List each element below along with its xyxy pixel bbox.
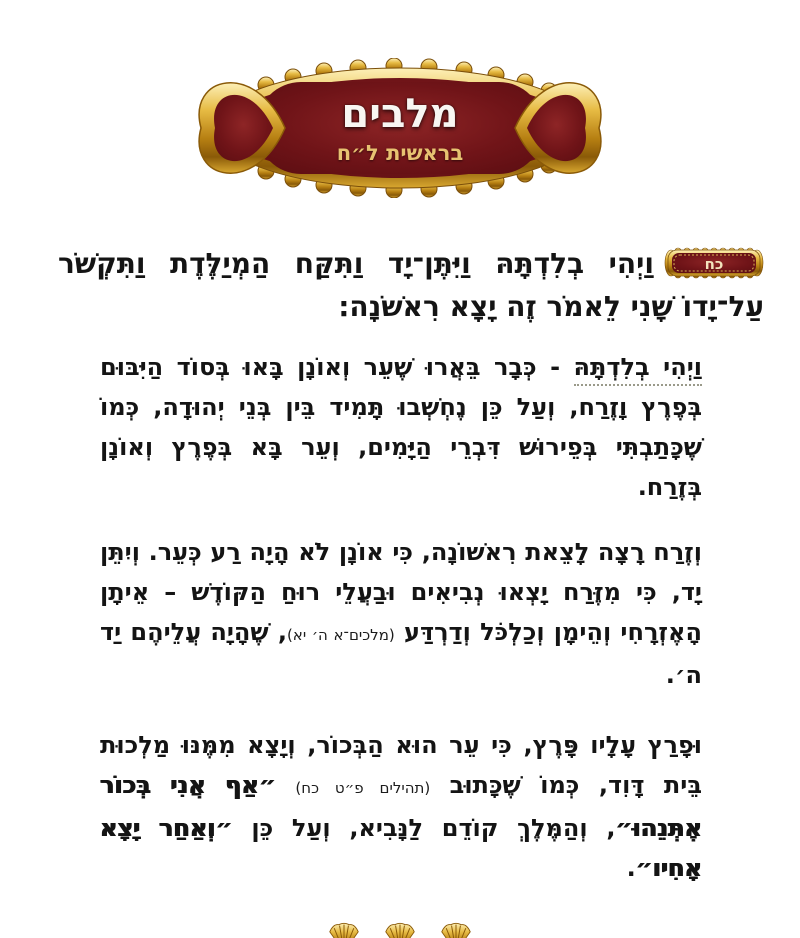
banner-cartouche-graphic: [185, 58, 615, 198]
commentary-text: , שֶׁהָיָה עֲלֵיהֶם יַד ה׳.: [100, 617, 702, 689]
page-title: מלבים: [341, 91, 459, 137]
verse-paragraph: [58, 242, 764, 329]
verse-text: וַיְהִי בְלִדְתָּהּ וַיִּתֶּן־יָד וַתִּקַּח הַמְיַלֶּדֶת וַתִּקְשֹׁר עַל־יָדוֹ שָׁנִי לֵאמֹר זֶה יָצָא רִאשֹׁנָה:: [58, 247, 764, 324]
commentary-text: וְזֶרַח רָצָה לָצֵאת רִאשׁוֹנָה, כִּי אוֹנָן לֹא הָיָה רַע כְּעֵר. וְיִתֵּן יָד, כִּי מִזֶּרַח יָצְאוּ נְבִיאִים וּבַעֲלֵי רוּחַ הַקּוֹדֶשׁ – אֵיתָן הָאֶזְרָחִי וְהֵימָן וְכַלְכֹּל וְדַרְדַּע: [100, 537, 702, 646]
content: [0, 242, 800, 938]
scripture-quote: ״וְאַחַר יָצָא אָחִיו״: [100, 813, 702, 882]
commentary-paragraph-3: [100, 725, 702, 888]
shell-icon: [380, 922, 420, 938]
commentary-text: וּפָרַץ עָלָיו פָּרֶץ, כִּי עֵר הוּא הַבְּכוֹר, וְיָצָא מִמֶּנּוּ מַלְכוּת בֵּית דָּוִד, כְּמוֹ שֶׁכָּתוּב: [100, 730, 702, 799]
commentary-text: - כְּבָר בֵּאֲרוּ שֶׁעֵר וְאוֹנָן בָּאוּ בְּסוֹד הַיִּבּוּם בְּפֶרֶץ וָזֶרַח, וְעַל כֵּן נֶחְשְׁבוּ תָּמִיד בֵּין בְּנֵי יְהוּדָה, כְּמוֹ שֶׁכָּתַבְתִּי בְּפֵירוּשׁ דִּבְרֵי הַיָּמִים, וְעֵר בָּא בְּפֶרֶץ וְאוֹנָן בְּזֶרַח.: [100, 352, 702, 501]
commentary-text: , וְהַמֶּלֶךְ קוֹדֵם לַנָּבִיא, וְעַל כֵּן: [232, 813, 616, 842]
shell-icon: [436, 922, 476, 938]
verse-number: כח: [704, 255, 724, 273]
commentary-paragraph-1: [100, 347, 702, 507]
page-subtitle: בראשית ל״ח: [336, 141, 464, 165]
commentary-section: [100, 347, 702, 888]
footer-ornaments: [0, 922, 800, 938]
commentary-text: .: [626, 853, 636, 882]
dibur-hamatchil: וַיְהִי בְלִדְתָּהּ: [574, 353, 702, 386]
shell-icon: [324, 922, 364, 938]
banner: [185, 58, 615, 198]
source-citation: (תהילים פ״ט כח): [295, 778, 431, 797]
source-citation: (מלכים־א ה׳ יא): [286, 625, 395, 644]
commentary-paragraph-2: [100, 532, 702, 695]
verse-number-badge: [664, 246, 764, 280]
scripture-quote: ״אַף אֲנִי בְּכוֹר אֶתְּנֵהוּ״: [100, 770, 703, 842]
